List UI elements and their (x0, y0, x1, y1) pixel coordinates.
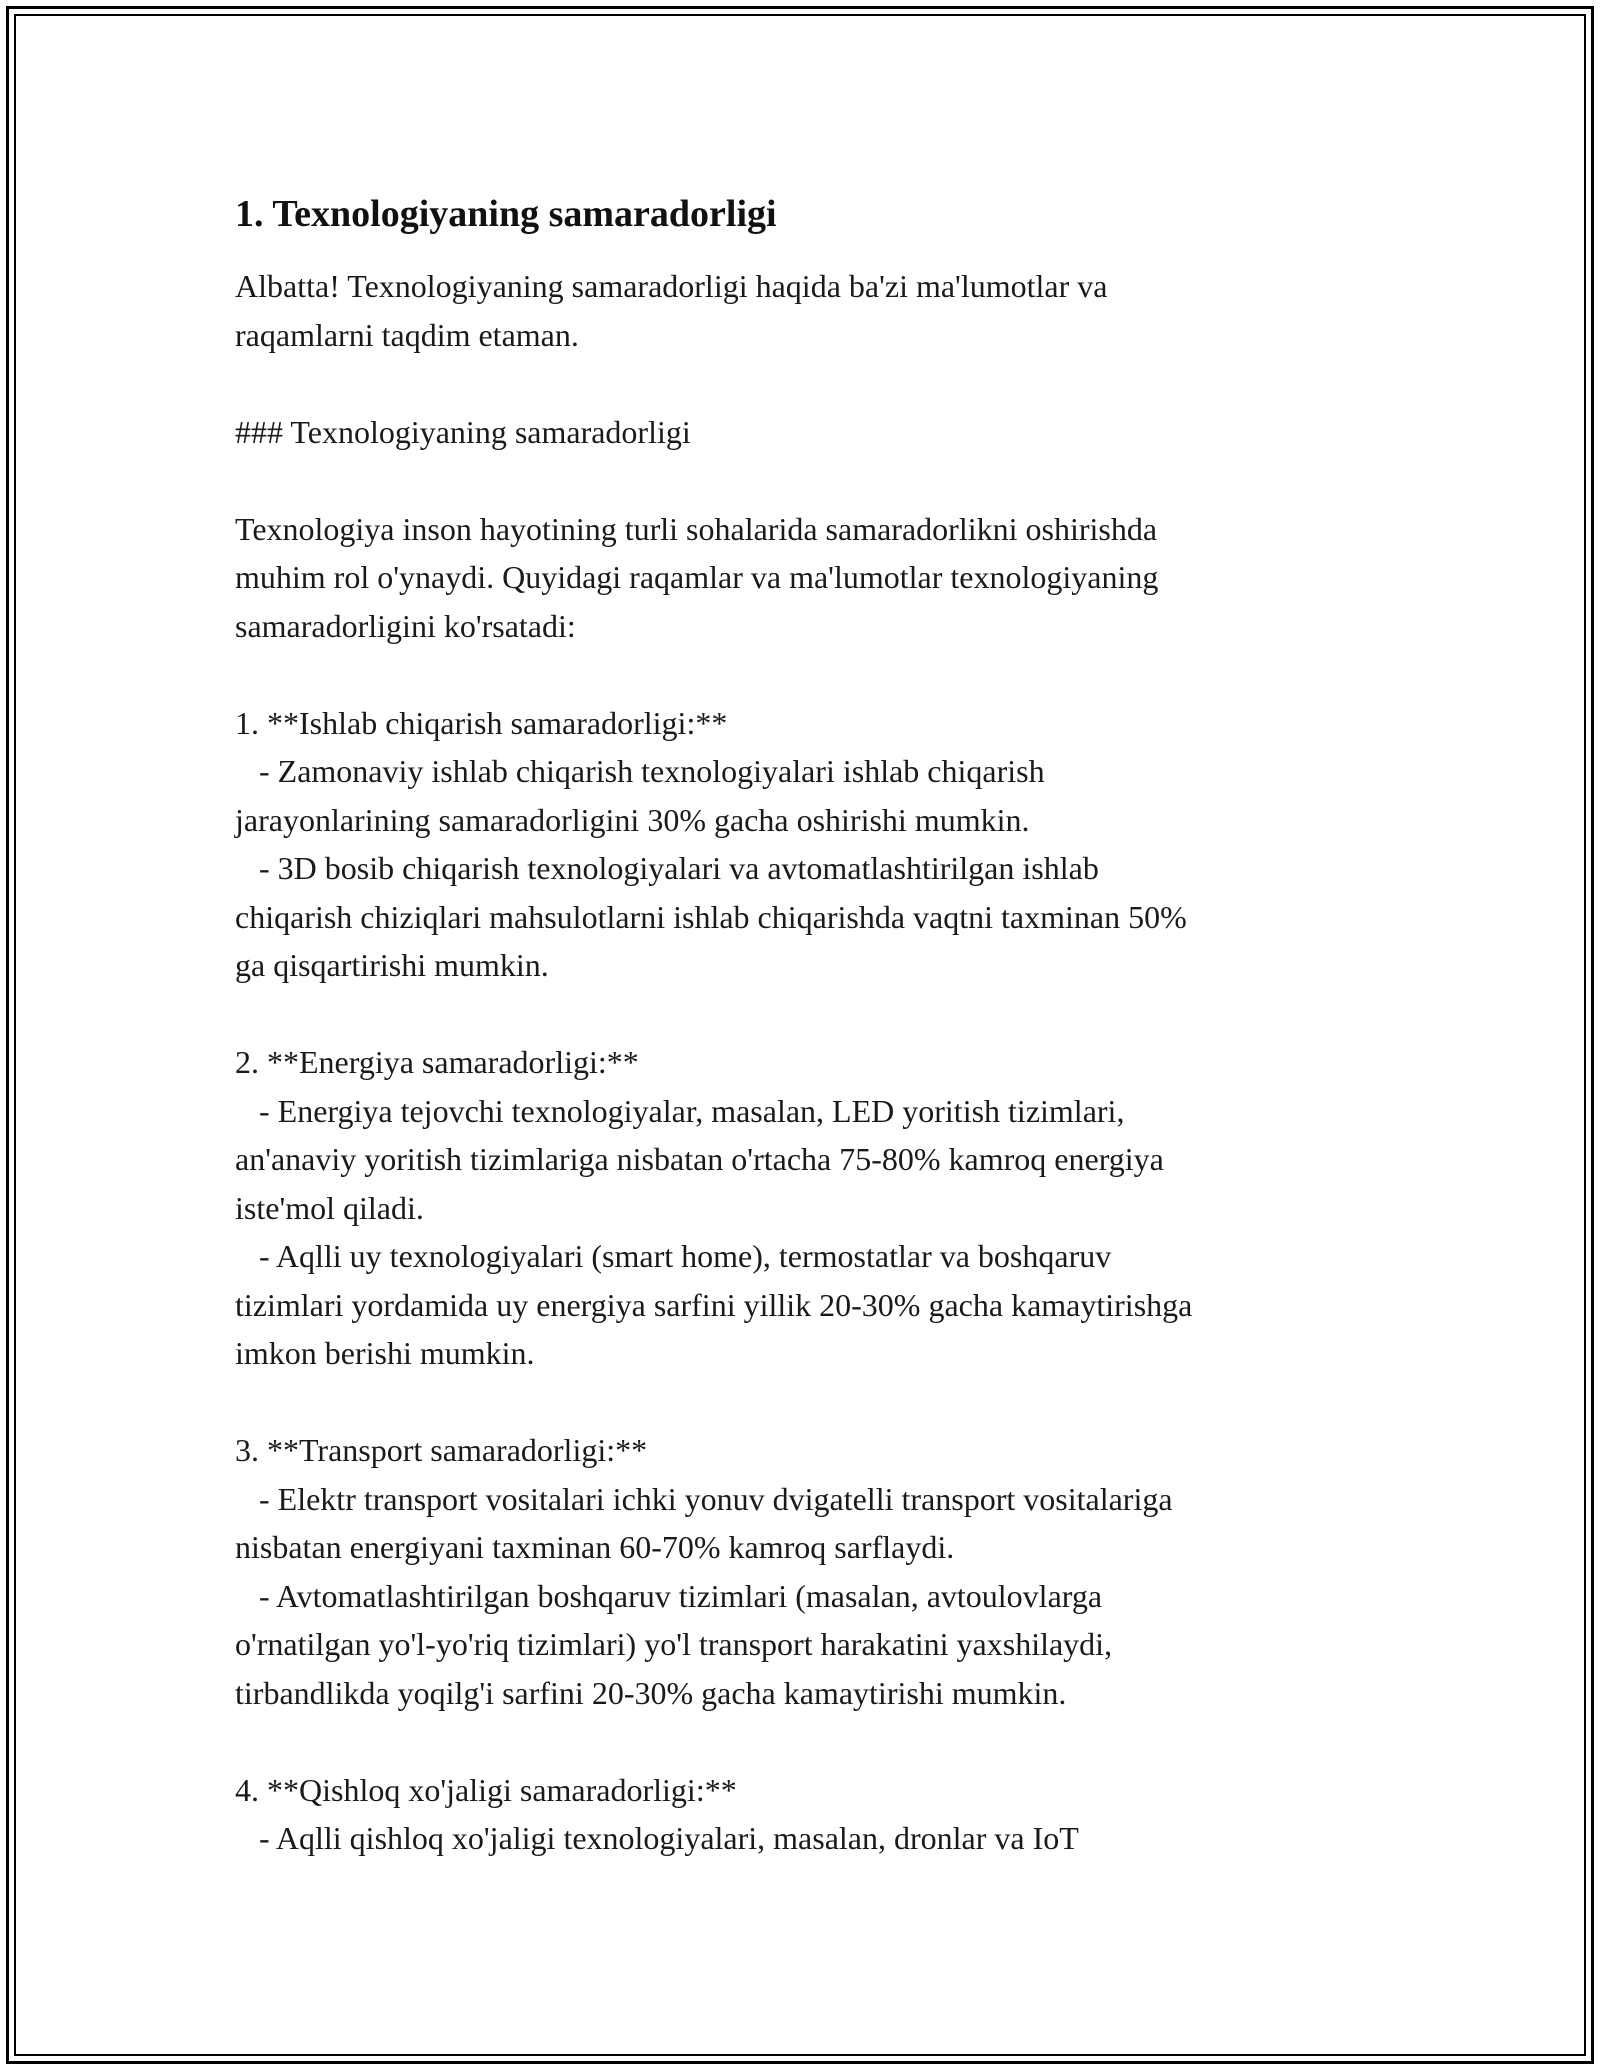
blank-line (235, 359, 1355, 408)
text-line: - Zamonaviy ishlab chiqarish texnologiyalari ishlab chiqarish (235, 753, 1045, 789)
text-line: - Energiya tejovchi texnologiyalar, masalan, LED yoritish tizimlari, (235, 1092, 1125, 1129)
text-line: - Avtomatlashtirilgan boshqaruv tizimlari (masalan, avtoulovlarga (235, 1577, 1103, 1614)
text-line: 4. **Qishloq xo'jaligi samaradorligi:** (235, 1771, 737, 1808)
text-line: nisbatan energiyani taxminan 60-70% kamroq sarflaydi. (235, 1529, 955, 1565)
text-line: an'anaviy yoritish tizimlariga nisbatan o'rtacha 75-80% kamroq energiya (235, 1141, 1164, 1177)
text-line: - Elektr transport vositalari ichki yonuv dvigatelli transport vositalariga (235, 1480, 1173, 1517)
blank-line (235, 1378, 1355, 1427)
text-line: imkon berishi mumkin. (235, 1335, 535, 1371)
blank-line (235, 1717, 1355, 1766)
text-line: - 3D bosib chiqarish texnologiyalari va avtomatlashtirilgan ishlab (235, 850, 1099, 886)
text-line: ga qisqartirishi mumkin. (235, 947, 549, 983)
blank-line (235, 456, 1355, 505)
document-text (235, 262, 1355, 1863)
text-line: samaradorligini ko'rsatadi: (235, 607, 576, 644)
text-line: Texnologiya inson hayotining turli sohalarida samaradorlikni oshirishda (235, 510, 1158, 547)
text-line: ### Texnologiyaning samaradorligi (235, 413, 691, 450)
text-line: 2. **Energiya samaradorligi:** (235, 1044, 639, 1080)
document-body (235, 186, 1355, 1863)
text-line: chiqarish chiziqlari mahsulotlarni ishlab chiqarishda vaqtni taxminan 50% (235, 898, 1187, 935)
text-line: Albatta! Texnologiyaning samaradorligi haqida ba'zi ma'lumotlar va (235, 268, 1108, 304)
text-line: raqamlarni taqdim etaman. (235, 316, 579, 353)
blank-line (235, 650, 1355, 699)
text-line: muhim rol o'ynaydi. Quyidagi raqamlar va ma'lumotlar texnologiyaning (235, 559, 1159, 595)
text-line: 1. **Ishlab chiqarish samaradorligi:** (235, 704, 728, 741)
document-title: 1. Texnologiyaning samaradorligi (235, 193, 777, 235)
text-line: tirbandlikda yoqilg'i sarfini 20-30% gacha kamaytirishi mumkin. (235, 1674, 1067, 1711)
blank-line (235, 990, 1355, 1039)
text-line: iste'mol qiladi. (235, 1189, 424, 1226)
text-line: - Aqlli uy texnologiyalari (smart home), termostatlar va boshqaruv (235, 1238, 1112, 1274)
text-line: tizimlari yordamida uy energiya sarfini yillik 20-30% gacha kamaytirishga (235, 1286, 1193, 1323)
text-line: - Aqlli qishloq xo'jaligi texnologiyalari, masalan, dronlar va IoT (235, 1820, 1079, 1856)
text-line: o'rnatilgan yo'l-yo'riq tizimlari) yo'l transport harakatini yaxshilaydi, (235, 1626, 1113, 1662)
text-line: 3. **Transport samaradorligi:** (235, 1432, 648, 1468)
text-line: jarayonlarining samaradorligini 30% gacha oshirishi mumkin. (235, 801, 1030, 838)
